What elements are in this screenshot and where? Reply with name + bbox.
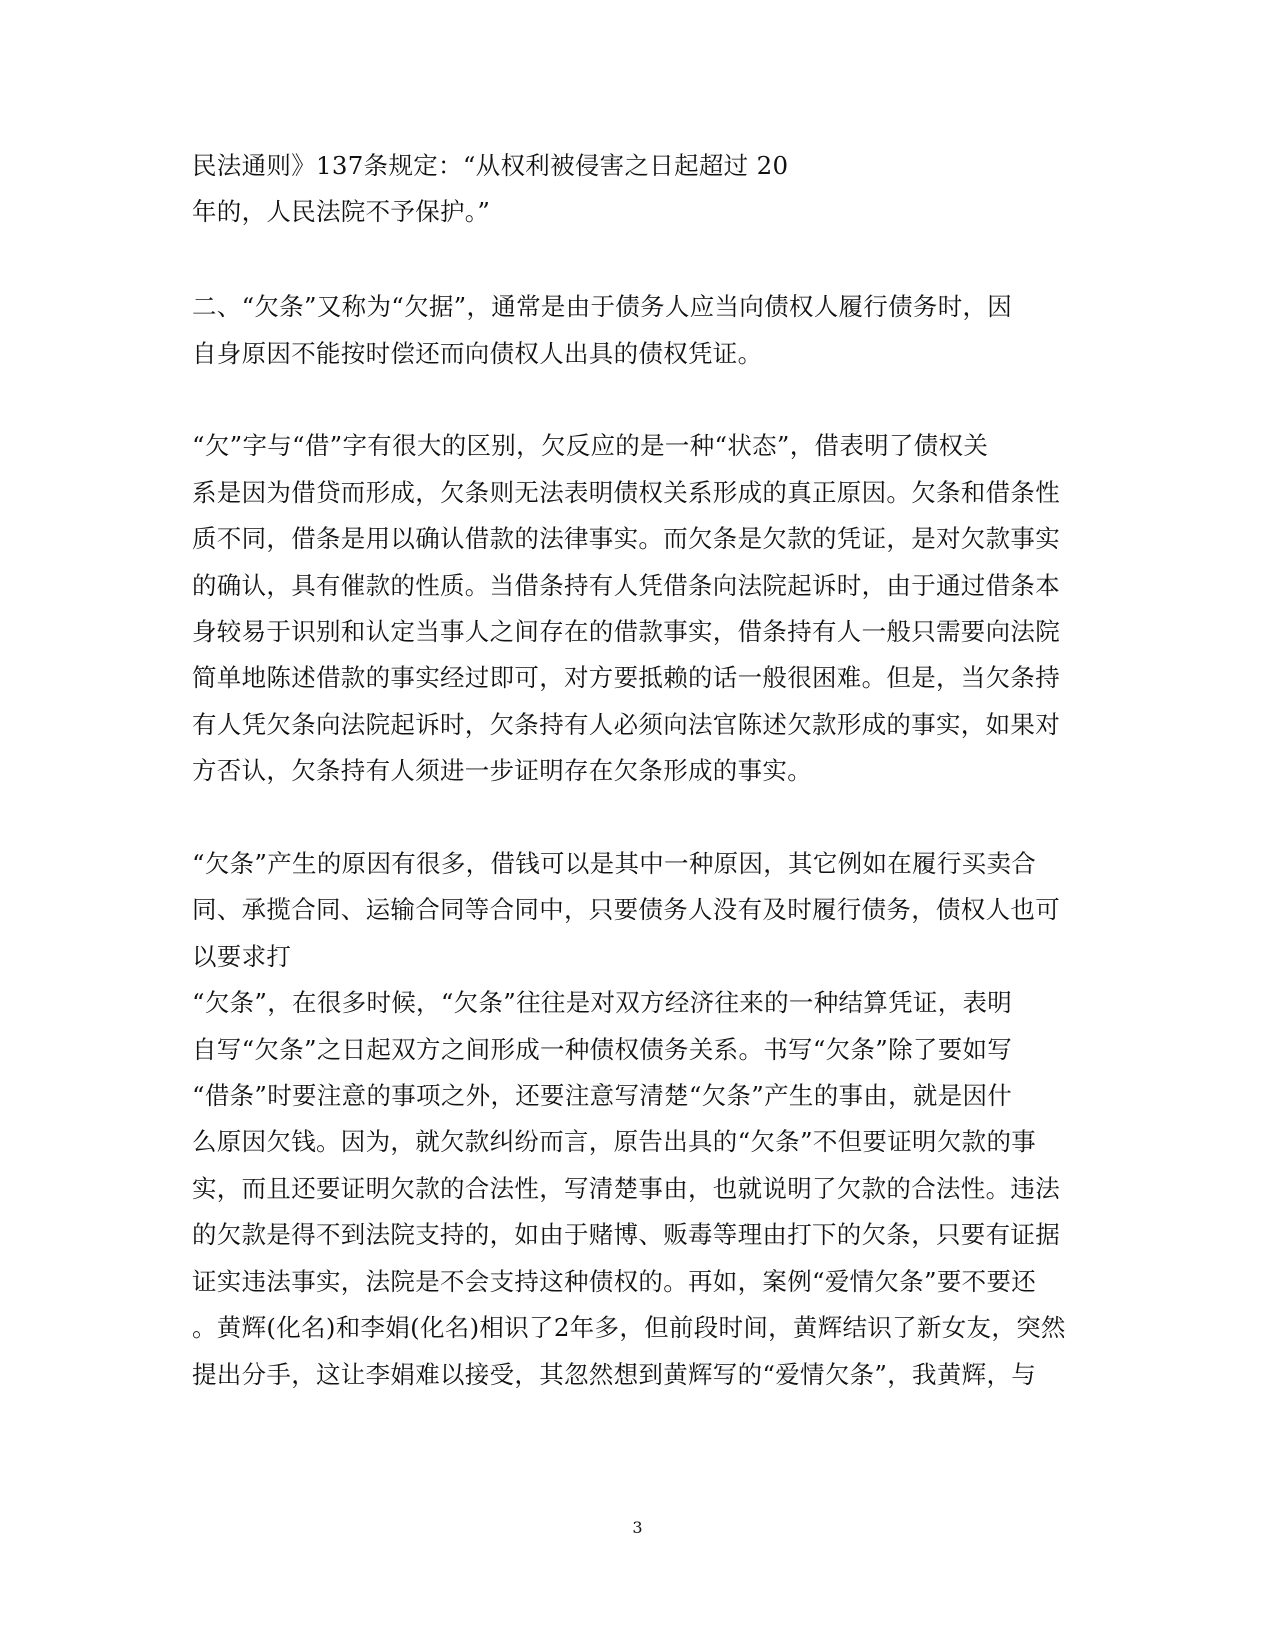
text-line: 实，而且还要证明欠款的合法性，写清楚事由，也就说明了欠款的合法性。违法: [192, 1174, 1060, 1203]
text-line: 民法通则》137条规定：“从权利被侵害之日起超过 20: [192, 151, 789, 180]
page-number: 3: [632, 1518, 643, 1537]
text-line: 简单地陈述借款的事实经过即可，对方要抵赖的话一般很困难。但是，当欠条持: [192, 663, 1060, 692]
text-line: 方否认，欠条持有人须进一步证明存在欠条形成的事实。: [192, 756, 812, 785]
text-line: 二、“欠条”又称为“欠据”，通常是由于债务人应当向债权人履行债务时，因: [192, 292, 1013, 321]
text-line: “欠条”，在很多时候，“欠条”往往是对双方经济往来的一种结算凭证，表明: [192, 988, 1013, 1017]
text-line: 提出分手，这让李娟难以接受，其忽然想到黄辉写的“爱情欠条”，我黄辉，与: [192, 1360, 1037, 1389]
text-line: 的确认，具有催款的性质。当借条持有人凭借条向法院起诉时，由于通过借条本: [192, 571, 1060, 600]
text-line: 年的，人民法院不予保护。”: [192, 197, 491, 226]
text-line: 身较易于识别和认定当事人之间存在的借款事实，借条持有人一般只需要向法院: [192, 617, 1060, 646]
text-line: “借条”时要注意的事项之外，还要注意写清楚“欠条”产生的事由，就是因什: [192, 1081, 1013, 1110]
text-line: 证实违法事实，法院是不会支持这种债权的。再如，案例“爱情欠条”要不要还: [192, 1267, 1037, 1296]
text-line: “欠”字与“借”字有很大的区别，欠反应的是一种“状态”，借表明了债权关: [192, 431, 989, 460]
text-line: 的欠款是得不到法院支持的，如由于赌博、贩毒等理由打下的欠条，只要有证据: [192, 1220, 1060, 1249]
text-line: 么原因欠钱。因为，就欠款纠纷而言，原告出具的“欠条”不但要证明欠款的事: [192, 1127, 1037, 1156]
text-line: 自写“欠条”之日起双方之间形成一种债权债务关系。书写“欠条”除了要如写: [192, 1035, 1013, 1064]
text-line: 质不同，借条是用以确认借款的法律事实。而欠条是欠款的凭证，是对欠款事实: [192, 524, 1060, 553]
text-line: 同、承揽合同、运输合同等合同中，只要债务人没有及时履行债务，债权人也可: [192, 895, 1060, 924]
text-line: “欠条”产生的原因有很多，借钱可以是其中一种原因，其它例如在履行买卖合: [192, 849, 1037, 878]
text-line: 系是因为借贷而形成，欠条则无法表明债权关系形成的真正原因。欠条和借条性: [192, 478, 1060, 507]
text-line: 有人凭欠条向法院起诉时，欠条持有人必须向法官陈述欠款形成的事实，如果对: [192, 710, 1060, 739]
text-line: 。黄辉(化名)和李娟(化名)相识了2年多，但前段时间，黄辉结识了新女友，突然: [192, 1313, 1066, 1342]
text-line: 以要求打: [192, 942, 292, 971]
text-line: 自身原因不能按时偿还而向债权人出具的债权凭证。: [192, 339, 763, 368]
